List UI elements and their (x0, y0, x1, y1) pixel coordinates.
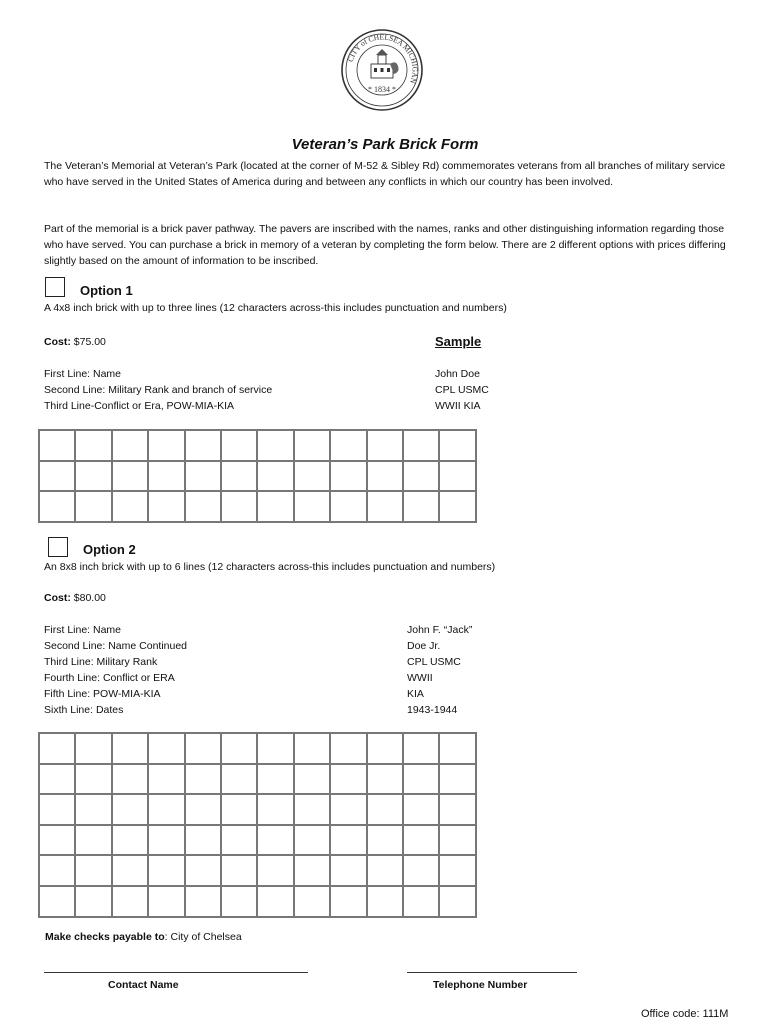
option2-char-cell[interactable] (39, 794, 75, 825)
option2-char-cell[interactable] (185, 855, 221, 886)
option1-line-1: First Line: Name (44, 368, 122, 380)
telephone-line[interactable] (407, 972, 577, 973)
option2-char-cell[interactable] (221, 825, 257, 856)
option1-char-cell[interactable] (367, 461, 403, 492)
option2-char-cell[interactable] (39, 825, 75, 856)
option2-char-cell[interactable] (330, 764, 366, 795)
option1-char-cell[interactable] (148, 491, 184, 522)
option2-sample-4: WWII (407, 672, 433, 684)
option1-char-cell[interactable] (367, 491, 403, 522)
option2-char-cell[interactable] (367, 764, 403, 795)
option2-char-cell[interactable] (257, 825, 293, 856)
option1-char-cell[interactable] (330, 461, 366, 492)
option1-char-cell[interactable] (221, 430, 257, 461)
option2-char-cell[interactable] (75, 733, 111, 764)
option2-char-cell[interactable] (439, 886, 475, 917)
option2-line-2: Second Line: Name Continued (44, 640, 188, 652)
option2-char-cell[interactable] (294, 886, 330, 917)
option2-char-cell[interactable] (294, 825, 330, 856)
option1-char-cell[interactable] (330, 430, 366, 461)
option2-char-cell[interactable] (75, 886, 111, 917)
option1-char-cell[interactable] (221, 461, 257, 492)
payment-colon: : (164, 931, 168, 943)
option2-char-cell[interactable] (257, 733, 293, 764)
option2-char-cell[interactable] (330, 886, 366, 917)
city-seal-logo (340, 28, 424, 112)
payment-line (45, 931, 242, 943)
option1-cost-label: Cost: (44, 336, 71, 348)
option2-char-cell[interactable] (39, 764, 75, 795)
option2-sample-1: John F. “Jack” (407, 624, 473, 636)
option2-sample-list (407, 622, 472, 718)
option1-char-cell[interactable] (330, 491, 366, 522)
option2-char-cell[interactable] (330, 733, 366, 764)
option1-char-cell[interactable] (439, 491, 475, 522)
option2-char-cell[interactable] (403, 855, 439, 886)
option2-sample-6: 1943-1944 (407, 704, 458, 716)
option1-char-cell[interactable] (294, 491, 330, 522)
option1-char-cell[interactable] (294, 461, 330, 492)
option2-char-cell[interactable] (439, 825, 475, 856)
option2-char-cell[interactable] (367, 825, 403, 856)
option1-sample-2: CPL USMC (435, 384, 489, 396)
option1-cost (44, 336, 106, 348)
option1-char-cell[interactable] (148, 430, 184, 461)
option2-cost-value: $80.00 (70, 592, 106, 604)
option2-char-cell[interactable] (148, 794, 184, 825)
option2-char-cell[interactable] (221, 855, 257, 886)
option2-char-cell[interactable] (257, 764, 293, 795)
option1-cost-value: $75.00 (70, 336, 106, 348)
option1-char-cell[interactable] (112, 430, 148, 461)
option2-char-cell[interactable] (330, 825, 366, 856)
option2-char-cell[interactable] (39, 855, 75, 886)
option2-char-cell[interactable] (185, 764, 221, 795)
option1-line-list (44, 366, 272, 414)
option1-char-cell[interactable] (185, 461, 221, 492)
option2-char-cell[interactable] (367, 794, 403, 825)
option2-char-cell[interactable] (294, 855, 330, 886)
option1-sample-3: WWII KIA (435, 400, 481, 412)
page-title: Veteran’s Park Brick Form (291, 136, 479, 153)
option2-char-cell[interactable] (75, 794, 111, 825)
option1-char-cell[interactable] (403, 430, 439, 461)
option2-char-cell[interactable] (221, 886, 257, 917)
option1-char-cell[interactable] (39, 491, 75, 522)
payment-value: City of Chelsea (167, 931, 242, 943)
option2-char-cell[interactable] (257, 886, 293, 917)
option2-char-cell[interactable] (403, 825, 439, 856)
option2-char-cell[interactable] (330, 794, 366, 825)
option2-char-cell[interactable] (294, 764, 330, 795)
option2-char-cell[interactable] (330, 855, 366, 886)
option1-sample-list (435, 366, 489, 414)
option1-sample-1: John Doe (435, 368, 480, 380)
option1-char-cell[interactable] (257, 461, 293, 492)
option1-char-cell[interactable] (185, 491, 221, 522)
intro-paragraph-1: The Veteran’s Memorial at Veteran’s Park (located at the corner of M-52 & Sibley Rd) commemorates veterans from all branches of military service who have served in the United States of America during and between any conflicts in which our country has been involved. (44, 160, 726, 188)
option1-char-cell[interactable] (257, 491, 293, 522)
option1-title: Option 1 (80, 283, 133, 298)
option1-char-cell[interactable] (112, 461, 148, 492)
option1-char-cell[interactable] (294, 430, 330, 461)
option1-char-cell[interactable] (439, 430, 475, 461)
option2-char-cell[interactable] (112, 886, 148, 917)
option2-char-cell[interactable] (148, 733, 184, 764)
option1-char-cell[interactable] (221, 491, 257, 522)
option2-char-cell[interactable] (185, 886, 221, 917)
option2-char-cell[interactable] (148, 886, 184, 917)
option2-char-cell[interactable] (403, 764, 439, 795)
payment-label: Make checks payable to (45, 931, 165, 943)
option2-char-cell[interactable] (148, 855, 184, 886)
option2-char-cell[interactable] (221, 764, 257, 795)
option2-cost-label: Cost: (44, 592, 71, 604)
option2-char-cell[interactable] (403, 886, 439, 917)
option2-line-list (44, 622, 187, 718)
option2-char-cell[interactable] (148, 764, 184, 795)
option2-cost (44, 592, 106, 604)
option1-char-cell[interactable] (185, 430, 221, 461)
option2-char-cell[interactable] (439, 733, 475, 764)
svg-text:* 1834 *: * 1834 * (368, 85, 396, 94)
option2-char-cell[interactable] (75, 764, 111, 795)
option2-line-5: Fifth Line: POW-MIA-KIA (44, 688, 161, 700)
option2-char-cell[interactable] (367, 733, 403, 764)
option2-sample-2: Doe Jr. (407, 640, 441, 652)
option1-char-cell[interactable] (367, 430, 403, 461)
option1-description: A 4x8 inch brick with up to three lines (12 characters across-this includes punctuation and numbers) (44, 302, 507, 314)
option2-line-4: Fourth Line: Conflict or ERA (44, 672, 175, 684)
option2-line-3: Third Line: Military Rank (44, 656, 158, 668)
option1-char-cell[interactable] (403, 461, 439, 492)
option2-title: Option 2 (83, 542, 136, 557)
telephone-label: Telephone Number (433, 979, 528, 991)
option2-char-cell[interactable] (367, 855, 403, 886)
contact-name-line[interactable] (44, 972, 308, 973)
sample-heading: Sample (435, 334, 482, 349)
option1-char-cell[interactable] (75, 491, 111, 522)
option2-line-1: First Line: Name (44, 624, 122, 636)
option2-char-cell[interactable] (112, 794, 148, 825)
office-code: Office code: 111M (641, 1008, 729, 1020)
option2-char-cell[interactable] (221, 733, 257, 764)
option2-description: An 8x8 inch brick with up to 6 lines (12 characters across-this includes punctuation and numbers) (44, 561, 496, 573)
option1-char-cell[interactable] (39, 461, 75, 492)
option2-char-cell[interactable] (439, 764, 475, 795)
option2-line-6: Sixth Line: Dates (44, 704, 124, 716)
option1-char-cell[interactable] (148, 461, 184, 492)
option2-char-cell[interactable] (185, 733, 221, 764)
option2-char-cell[interactable] (403, 733, 439, 764)
option2-char-cell[interactable] (221, 794, 257, 825)
option2-char-cell[interactable] (112, 855, 148, 886)
option1-char-cell[interactable] (403, 491, 439, 522)
option2-char-cell[interactable] (112, 733, 148, 764)
option2-char-cell[interactable] (112, 825, 148, 856)
option2-char-cell[interactable] (367, 886, 403, 917)
contact-name-label: Contact Name (108, 979, 179, 991)
option2-checkbox[interactable] (48, 537, 68, 557)
option2-char-cell[interactable] (39, 733, 75, 764)
intro-paragraph-2: Part of the memorial is a brick paver pathway. The pavers are inscribed with the names, ranks and other distinguishing information regarding those who have served. You can purchase a brick in memory of a veteran by completing the form below. There are 2 different options with prices differing slightly based on the amount of information to be inscribed. (44, 223, 726, 267)
option2-char-cell[interactable] (294, 794, 330, 825)
option1-char-cell[interactable] (75, 430, 111, 461)
option2-char-cell[interactable] (75, 855, 111, 886)
option1-char-cell[interactable] (257, 430, 293, 461)
option2-char-cell[interactable] (112, 764, 148, 795)
option2-char-cell[interactable] (294, 733, 330, 764)
option2-char-cell[interactable] (403, 794, 439, 825)
option2-char-cell[interactable] (257, 794, 293, 825)
option1-char-cell[interactable] (439, 461, 475, 492)
option1-letter-grid (38, 429, 477, 523)
option2-char-cell[interactable] (185, 794, 221, 825)
option2-letter-grid (38, 732, 477, 918)
option2-char-cell[interactable] (39, 886, 75, 917)
svg-text:CITY of CHELSEA MICHIGAN: CITY of CHELSEA MICHIGAN (345, 32, 420, 85)
option1-line-2: Second Line: Military Rank and branch of service (44, 384, 273, 396)
option1-char-cell[interactable] (112, 491, 148, 522)
option2-sample-3: CPL USMC (407, 656, 461, 668)
option2-sample-5: KIA (407, 688, 424, 700)
option1-checkbox[interactable] (45, 277, 65, 297)
option2-char-cell[interactable] (185, 825, 221, 856)
option2-char-cell[interactable] (439, 855, 475, 886)
option2-char-cell[interactable] (439, 794, 475, 825)
option1-char-cell[interactable] (75, 461, 111, 492)
option1-line-3: Third Line-Conflict or Era, POW-MIA-KIA (44, 400, 235, 412)
option2-char-cell[interactable] (148, 825, 184, 856)
option2-char-cell[interactable] (75, 825, 111, 856)
option1-char-cell[interactable] (39, 430, 75, 461)
option2-char-cell[interactable] (257, 855, 293, 886)
